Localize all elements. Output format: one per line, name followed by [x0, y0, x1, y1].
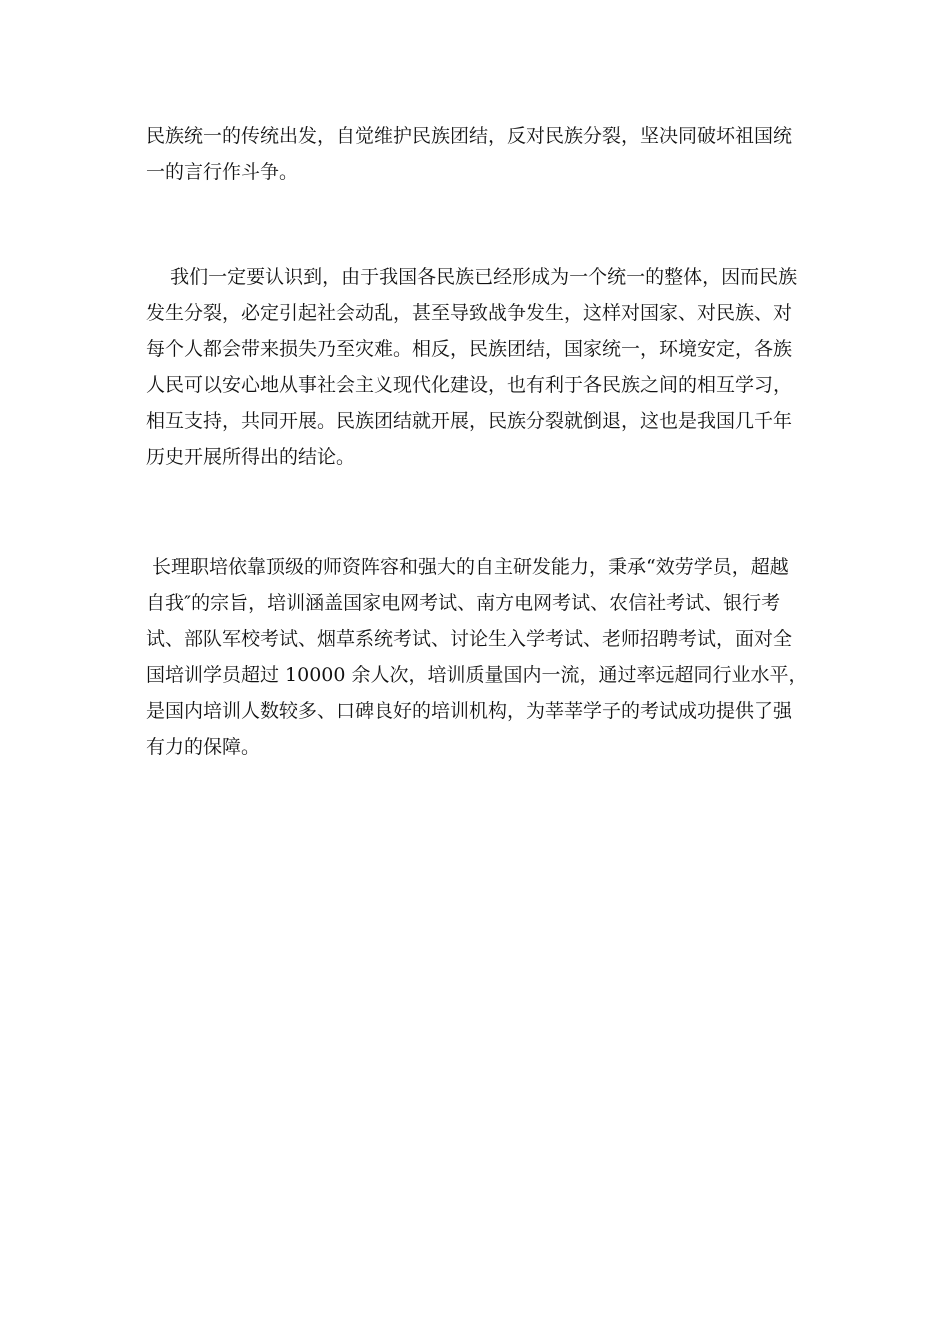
text-line: 历史开展所得出的结论。: [146, 446, 356, 468]
text-line: 发生分裂，必定引起社会动乱，甚至导致战争发生，这样对国家、对民族、对: [146, 302, 793, 324]
text-line: 民族统一的传统出发，自觉维护民族团结，反对民族分裂，坚决同破坏祖国统: [146, 125, 793, 147]
text-line: 每个人都会带来损失乃至灾难。相反，民族团结，国家统一，环境安定，各族: [146, 338, 793, 360]
paragraph-training-ad: [146, 549, 816, 765]
paragraph-continuation: [146, 118, 816, 190]
text-line: 是国内培训人数较多、口碑良好的培训机构，为莘莘学子的考试成功提供了强: [146, 700, 793, 722]
text-line: 相互支持，共同开展。民族团结就开展，民族分裂就倒退，这也是我国几千年: [146, 410, 793, 432]
text-line: 长理职培依靠顶级的师资阵容和强大的自主研发能力，秉承“效劳学员，超越: [146, 556, 789, 578]
text-line: 国培训学员超过 10000 余人次，培训质量国内一流，通过率远超同行业水平，: [146, 664, 808, 686]
text-line: 试、部队军校考试、烟草系统考试、讨论生入学考试、老师招聘考试，面对全: [146, 628, 793, 650]
text-line: 自我″的宗旨，培训涵盖国家电网考试、南方电网考试、农信社考试、银行考: [146, 592, 781, 614]
text-line: 有力的保障。: [146, 736, 261, 758]
text-line: 我们一定要认识到，由于我国各民族已经形成为一个统一的整体，因而民族: [146, 266, 798, 288]
paragraph-national-unity: [146, 259, 816, 475]
text-line: 一的言行作斗争。: [146, 161, 299, 183]
text-line: 人民可以安心地从事社会主义现代化建设，也有利于各民族之间的相互学习，: [146, 374, 793, 396]
